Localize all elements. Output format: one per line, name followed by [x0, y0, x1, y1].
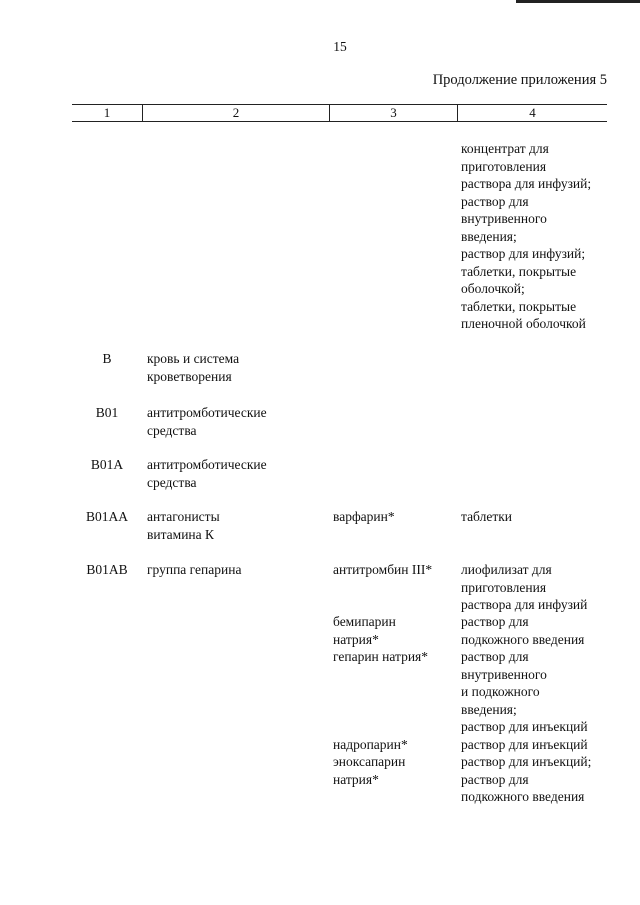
atc-group: антагонисты витамина К: [147, 509, 220, 542]
dosage-form: лиофилизат для приготовления раствора для инфузий: [461, 562, 588, 612]
form-line: таблетки, покрытые: [461, 263, 577, 279]
atc-group: антитромботические средства: [147, 405, 267, 438]
dosage-form: раствор для внутривенного и подкожного введения; раствор для инъекций: [461, 649, 588, 734]
form-line: раствор для: [461, 193, 529, 209]
atc-code: B: [102, 351, 112, 366]
drug-name: эноксапарин натрия*: [333, 754, 406, 787]
form-line: введения;: [461, 228, 517, 244]
atc-code: B01AB: [86, 562, 128, 577]
dosage-form: раствор для инъекций; раствор для подкожного введения: [461, 754, 592, 804]
drug-name: гепарин натрия*: [333, 649, 429, 664]
atc-code: B01AA: [85, 509, 128, 524]
atc-group: антитромботические средства: [147, 457, 267, 490]
dosage-form: раствор для инъекций: [461, 737, 588, 752]
table-header: [72, 104, 607, 122]
header-col-4: 4: [529, 105, 536, 120]
dosage-form: таблетки: [461, 509, 513, 524]
form-line: приготовления: [461, 158, 547, 174]
atc-group: группа гепарина: [147, 562, 242, 577]
form-line: оболочкой;: [461, 281, 525, 296]
header-col-1: 1: [103, 105, 111, 120]
form-line: раствора для инфузий;: [461, 176, 592, 191]
top-forms: [461, 140, 591, 333]
page-number: 15: [333, 39, 347, 54]
form-line: пленочной оболочкой: [461, 316, 586, 331]
corner-rule: [516, 0, 640, 3]
drug-name: антитромбин III*: [333, 562, 433, 577]
drug-name: надропарин*: [333, 737, 408, 752]
header-col-3: 3: [390, 105, 397, 120]
continuation-title: Продолжение приложения 5: [432, 72, 607, 88]
atc-code: B01: [95, 405, 119, 420]
drug-name: бемипарин натрия*: [333, 614, 396, 647]
form-line: раствор для инфузий;: [461, 246, 586, 261]
form-line: концентрат для: [461, 141, 549, 156]
form-line: внутривенного: [461, 211, 547, 226]
drug-name: варфарин*: [333, 509, 395, 524]
header-col-2: 2: [232, 105, 240, 120]
dosage-form: раствор для подкожного введения: [461, 614, 585, 647]
form-line: таблетки, покрытые: [461, 298, 577, 314]
atc-group: кровь и система кроветворения: [147, 351, 240, 384]
atc-code: B01A: [90, 457, 124, 472]
